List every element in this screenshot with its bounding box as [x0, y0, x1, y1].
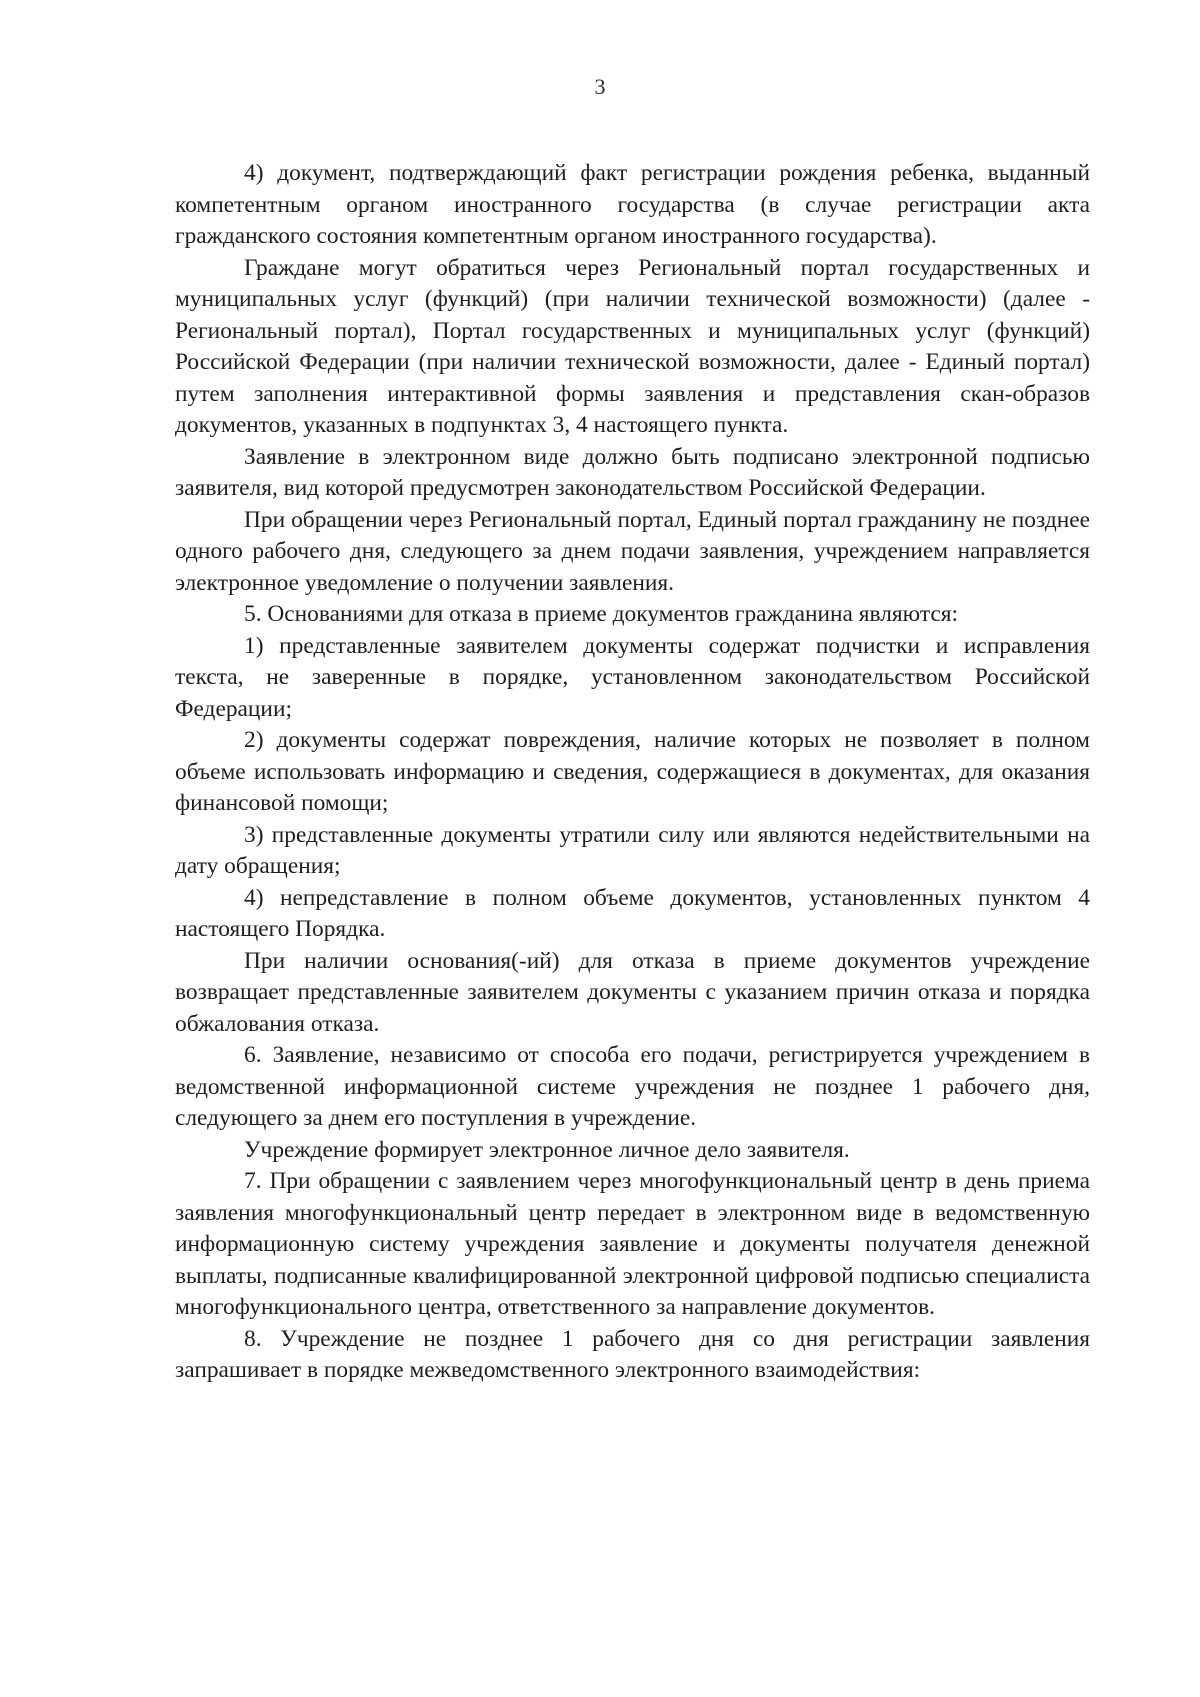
- paragraph-refusal-reason-4: 4) непредставление в полном объеме документов, установленных пунктом 4 настоящего Порядка.: [175, 884, 1090, 942]
- paragraph-electronic-signature: Заявление в электронном виде должно быть подписано электронной подписью заявителя, вид которой предусмотрен законодательством Российской Федерации.: [175, 443, 1090, 501]
- paragraph-section-7: 7. При обращении с заявлением через многофункциональный центр в день приема заявления многофункциональный центр передает в электронном виде в ведомственную информационную систему учреждения заявление и документы получателя денежной выплаты, подписанные квалифицированной электронной цифровой подписью специалиста многофункционального центра, ответственного за направление документов.: [175, 1168, 1090, 1320]
- paragraph-section-6: 6. Заявление, независимо от способа его подачи, регистрируется учреждением в ведомственной информационной системе учреждения не позднее 1 рабочего дня, следующего за днем его поступления в учреждение.: [175, 1042, 1090, 1131]
- page-number: 3: [594, 74, 606, 99]
- document-body: [175, 158, 1090, 1387]
- paragraph-section-8: 8. Учреждение не позднее 1 рабочего дня со дня регистрации заявления запрашивает в порядке межведомственного электронного взаимодействия:: [175, 1325, 1090, 1383]
- paragraph-refusal-reason-2: 2) документы содержат повреждения, наличие которых не позволяет в полном объеме использовать информацию и сведения, содержащиеся в документах, для оказания финансовой помощи;: [175, 727, 1090, 816]
- paragraph-birth-document: 4) документ, подтверждающий факт регистрации рождения ребенка, выданный компетентным органом иностранного государства (в случае регистрации акта гражданского состояния компетентным органом иностранного государства).: [175, 160, 1090, 249]
- paragraph-electronic-notification: При обращении через Региональный портал, Единый портал гражданину не позднее одного рабочего дня, следующего за днем подачи заявления, учреждением направляется электронное уведомление о получении заявления.: [175, 506, 1090, 596]
- paragraph-refusal-reason-1: 1) представленные заявителем документы содержат подчистки и исправления текста, не заверенные в порядке, установленном законодательством Российской Федерации;: [175, 632, 1090, 722]
- paragraph-refusal-reason-3: 3) представленные документы утратили силу или являются недействительными на дату обращения;: [175, 821, 1090, 879]
- paragraph-refusal-return: При наличии основания(-ий) для отказа в приеме документов учреждение возвращает представленные заявителем документы с указанием причин отказа и порядка обжалования отказа.: [175, 947, 1090, 1037]
- paragraph-portal-application: Граждане могут обратиться через Региональный портал государственных и муниципальных услуг (функций) (при наличии технической возможности) (далее - Региональный портал), Портал государственных и муниципальных услуг (функций) Российской Федерации (при наличии технической возможности, далее - Единый портал) путем заполнения интерактивной формы заявления и представления скан-образов документов, указанных в подпунктах 3, 4 настоящего пункта.: [175, 254, 1090, 438]
- paragraph-personal-file: Учреждение формирует электронное личное дело заявителя.: [244, 1136, 850, 1163]
- paragraph-section-5-heading: 5. Основаниями для отказа в приеме документов гражданина являются:: [244, 601, 958, 627]
